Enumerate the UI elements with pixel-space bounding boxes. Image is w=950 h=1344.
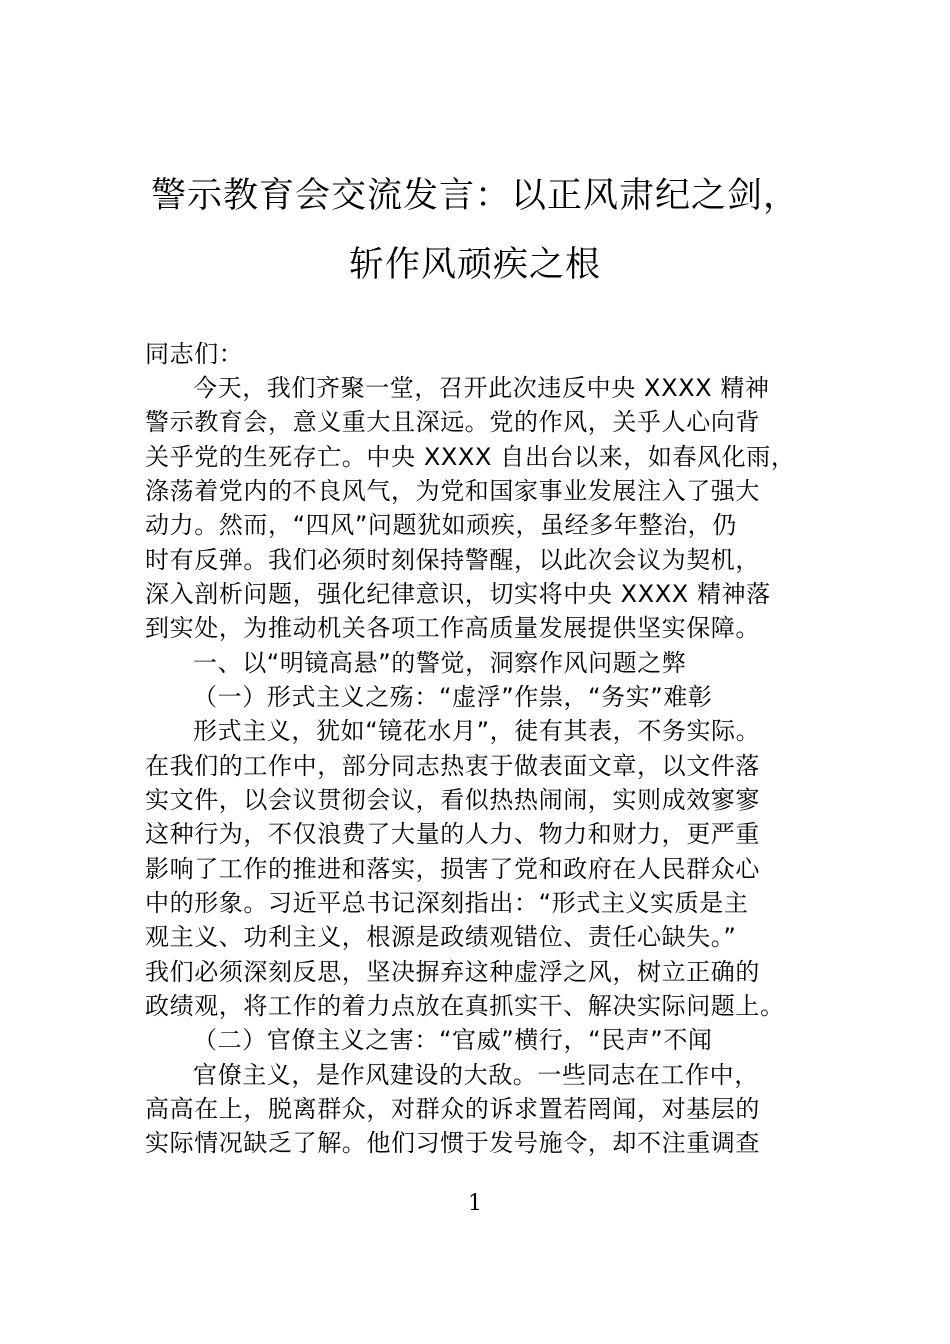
body-line: 关乎党的生死存亡。中央 XXXX 自出台以来，如春风化雨， bbox=[145, 443, 796, 471]
body-line: 在我们的工作中，部分同志热衷于做表面文章，以文件落 bbox=[145, 752, 760, 780]
body-line: 中的形象。习近平总书记深刻指出：“形式主义实质是主 bbox=[145, 889, 749, 917]
subsection-heading: （二）官僚主义之害：“官威”横行，“民声”不闻 bbox=[193, 1026, 713, 1054]
subsection-heading: （一）形式主义之殇：“虚浮”作祟，“务实”难彰 bbox=[193, 683, 713, 711]
page-number: 1 bbox=[468, 1191, 482, 1216]
body-line: 形式主义，犹如“镜花水月”，徒有其表，不务实际。 bbox=[193, 717, 761, 745]
body-line: 警示教育会，意义重大且深远。党的作风，关乎人心向背 bbox=[145, 408, 760, 436]
section-heading: 一、以“明镜高悬”的警觉，洞察作风问题之弊 bbox=[193, 649, 687, 677]
body-line: 实文件，以会议贯彻会议，看似热热闹闹，实则成效寥寥 bbox=[145, 786, 760, 814]
body-line: 动力。然而，“四风”问题犹如顽疾，虽经多年整治，仍 bbox=[145, 511, 737, 539]
body-line: 到实处，为推动机关各项工作高质量发展提供坚实保障。 bbox=[145, 614, 760, 642]
body-line: 深入剖析问题，强化纪律意识，切实将中央 XXXX 精神落 bbox=[145, 580, 771, 608]
body-line: 今天，我们齐聚一堂，召开此次违反中央 XXXX 精神 bbox=[193, 374, 770, 402]
body-line: 官僚主义，是作风建设的大敌。一些同志在工作中， bbox=[193, 1061, 759, 1089]
body-line: 高高在上，脱离群众，对群众的诉求置若罔闻，对基层的 bbox=[145, 1095, 760, 1123]
title-line-1: 警示教育会交流发言：以正风肃纪之剑， bbox=[150, 176, 799, 216]
salutation: 同志们： bbox=[145, 340, 244, 368]
title-line-2: 斩作风顽疾之根 bbox=[348, 245, 601, 285]
body-line: 涤荡着党内的不良风气，为党和国家事业发展注入了强大 bbox=[145, 477, 760, 505]
body-line: 影响了工作的推进和落实，损害了党和政府在人民群众心 bbox=[145, 855, 760, 883]
body-line: 政绩观，将工作的着力点放在真抓实干、解决实际问题上。 bbox=[145, 992, 785, 1020]
body-line: 我们必须深刻反思，坚决摒弃这种虚浮之风，树立正确的 bbox=[145, 958, 760, 986]
body-line: 这种行为，不仅浪费了大量的人力、物力和财力，更严重 bbox=[145, 820, 760, 848]
body-line: 时有反弹。我们必须时刻保持警醒，以此次会议为契机， bbox=[145, 546, 760, 574]
body-line: 实际情况缺乏了解。他们习惯于发号施令，却不注重调查 bbox=[145, 1129, 760, 1157]
body-line: 观主义、功利主义，根源是政绩观错位、责任心缺失。” bbox=[145, 923, 737, 951]
